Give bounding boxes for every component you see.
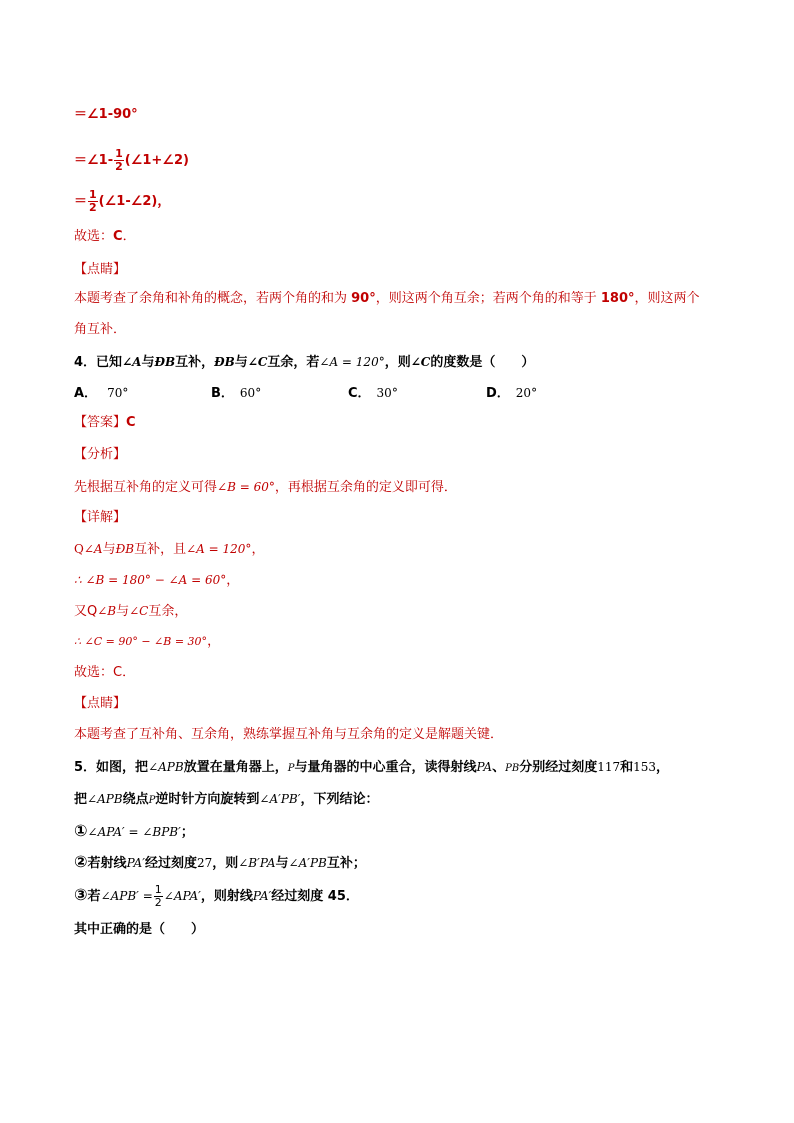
- question-text: 若射线: [87, 856, 127, 871]
- question-text: ，则射线: [200, 889, 253, 904]
- q5-conclusion-2: [74, 853, 366, 873]
- q4-select: 故选：C．: [74, 665, 136, 680]
- question-text: 绕点: [122, 792, 149, 807]
- comment-text: ，则这两个: [634, 291, 700, 306]
- question-text: 与: [141, 355, 155, 370]
- q3-comment-line-2: 角互补．: [74, 322, 127, 337]
- option-a[interactable]: [74, 384, 128, 403]
- math-expr: ∠B: [97, 604, 117, 618]
- math-number: 117: [597, 760, 621, 774]
- math-expr: PB: [505, 763, 520, 774]
- question-text: 逆时针方向旋转到: [155, 792, 260, 807]
- option-d[interactable]: [486, 384, 537, 403]
- math-expr: ∠A′PB′: [259, 792, 301, 806]
- option-b[interactable]: [211, 384, 261, 403]
- math-expr: PA′: [126, 856, 145, 870]
- q5-conclusion-3: [74, 884, 359, 909]
- question-number: 4．: [74, 355, 97, 370]
- fraction: [154, 884, 163, 909]
- q5-conclusion-1: [74, 822, 194, 842]
- option-label: A．: [74, 386, 98, 401]
- math-expr: ∠B = 60°: [217, 480, 275, 494]
- fraction-denominator: 2: [89, 201, 97, 214]
- math-expr: ÐB: [154, 355, 176, 369]
- math-expr: P: [148, 795, 156, 806]
- fraction: [88, 189, 98, 214]
- comment-value-180: 180°: [600, 291, 635, 306]
- question-text: 互余，若: [267, 355, 320, 370]
- conclusion-number: ①: [74, 821, 88, 840]
- math-expr: ∠APB′ =: [100, 889, 153, 903]
- math-expr: ∠A′PB: [288, 856, 327, 870]
- answer-end: ．: [122, 229, 136, 244]
- math-expr: ∠APB: [148, 760, 184, 774]
- math-expr: PA′: [252, 889, 272, 903]
- math-expr: ∴ ∠C = 90° − ∠B = 30°: [74, 635, 208, 648]
- fraction: [114, 148, 124, 173]
- step-1-text: ＝∠1-90°: [74, 107, 138, 122]
- question-text: 与: [275, 856, 289, 871]
- math-expr: ∴ ∠B = 180° − ∠A = 60°: [74, 573, 227, 587]
- option-label: B．: [211, 386, 234, 401]
- answer-heading: 【答案】: [74, 415, 127, 430]
- question-text: ，下列结论：: [300, 792, 379, 807]
- q4-answer: [74, 414, 136, 432]
- detail-text: 又Q: [74, 604, 98, 619]
- fraction-numerator: 1: [115, 147, 123, 160]
- answer-value: C: [126, 415, 136, 430]
- answer-label: 故选：: [74, 229, 114, 244]
- q4-question: [74, 353, 534, 372]
- math-expr: PA: [476, 760, 493, 774]
- q5-question-line-1: [74, 758, 669, 778]
- conclusion-number: ③: [74, 885, 88, 904]
- option-value: 60°: [239, 386, 262, 400]
- comment-value-90: 90°: [351, 291, 376, 306]
- option-label: D．: [486, 386, 510, 401]
- question-text: 如图，把: [96, 760, 149, 775]
- step-3-prefix: ＝: [74, 194, 88, 209]
- question-text: 若: [87, 889, 101, 904]
- math-expr: ÐB: [115, 542, 135, 556]
- step-2-suffix: (∠1+∠2): [124, 153, 189, 168]
- question-text: ，则: [212, 856, 239, 871]
- detail-text: ，: [226, 573, 240, 588]
- question-text: 已知: [96, 355, 123, 370]
- option-value: 30°: [376, 386, 398, 400]
- question-text: ，则: [384, 355, 411, 370]
- fraction-numerator: 1: [154, 883, 162, 896]
- detail-text: ，: [251, 542, 265, 557]
- option-value: 20°: [515, 386, 538, 400]
- math-expr: ∠A: [122, 355, 142, 369]
- question-text: 放置在量角器上，: [183, 760, 288, 775]
- math-expr: ∠C: [129, 604, 149, 618]
- math-expr: ∠A: [83, 542, 103, 556]
- q4-analysis-heading: 【分析】: [74, 447, 127, 462]
- question-text: 和: [620, 760, 634, 775]
- comment-text: ，则这两个角互余；若两个角的和等于: [375, 291, 601, 306]
- answer-value: C: [113, 229, 123, 244]
- fraction-denominator: 2: [115, 160, 123, 173]
- step-2-prefix: ＝∠1-: [74, 153, 114, 168]
- detail-text: 与: [116, 604, 130, 619]
- math-expr: ∠A = 120°: [186, 542, 252, 556]
- step-line-2: [74, 148, 189, 173]
- q3-comment-heading: 【点睛】: [74, 262, 127, 277]
- q4-analysis-text: [74, 478, 457, 497]
- math-number: 153: [633, 760, 657, 774]
- step-line-3: [74, 189, 170, 214]
- fraction-denominator: 2: [154, 896, 162, 909]
- question-text: ，: [656, 760, 670, 775]
- q4-comment-heading: 【点睛】: [74, 696, 127, 711]
- q5-question-line-2: [74, 790, 378, 810]
- option-value: 70°: [107, 386, 129, 400]
- math-expr: ∠APA′ = ∠BPB′: [87, 825, 181, 839]
- math-expr: ∠C: [410, 355, 431, 369]
- analysis-text: ，再根据互余角的定义即可得．: [274, 480, 457, 495]
- option-c[interactable]: [348, 384, 398, 403]
- q4-detail-line-1: [74, 540, 264, 559]
- fraction-numerator: 1: [89, 188, 97, 201]
- question-text: 互补，: [175, 355, 215, 370]
- question-text: 与量角器的中心重合，读得射线: [294, 760, 477, 775]
- question-text: 把: [74, 792, 88, 807]
- q4-detail-line-4: [74, 633, 220, 651]
- q5-question-prompt: 其中正确的是（ ）: [74, 922, 205, 937]
- math-expr: ∠A = 120°: [319, 355, 385, 369]
- step-3-suffix: (∠1-∠2)，: [98, 194, 171, 209]
- math-number: 27: [196, 856, 213, 870]
- math-expr: ∠C: [247, 355, 268, 369]
- q4-detail-line-2: [74, 571, 239, 590]
- question-text: ；: [180, 825, 194, 840]
- conclusion-number: ②: [74, 852, 88, 871]
- comment-text: 本题考查了余角和补角的概念，若两个角的和为: [74, 291, 352, 306]
- question-text: 、: [492, 760, 506, 775]
- math-symbol: Q: [74, 542, 84, 556]
- q3-answer-line: [74, 228, 136, 246]
- math-expr: ∠B′PA: [238, 856, 276, 870]
- detail-text: 互余，: [148, 604, 188, 619]
- math-expr: ÐB: [214, 355, 235, 369]
- q4-detail-heading: 【详解】: [74, 510, 127, 525]
- question-number: 5．: [74, 760, 97, 775]
- question-text: 经过刻度: [144, 856, 197, 871]
- detail-text: 与: [102, 542, 116, 557]
- math-expr: P: [287, 763, 295, 774]
- q4-comment-text: 本题考查了互补角、互余角，熟练掌握互补角与互余角的定义是解题关键．: [74, 727, 504, 742]
- question-text: 与: [234, 355, 248, 370]
- question-text: 经过刻度 45．: [271, 889, 359, 904]
- q3-comment-line-1: [74, 290, 700, 308]
- question-text: 的度数是（ ）: [430, 355, 535, 370]
- question-text: 互补；: [326, 856, 366, 871]
- detail-text: 互补，且: [134, 542, 187, 557]
- q4-detail-line-3: [74, 602, 187, 621]
- analysis-text: 先根据互补角的定义可得: [74, 480, 218, 495]
- detail-text: ，: [207, 634, 221, 649]
- option-label: C．: [348, 386, 371, 401]
- math-expr: ∠APA′: [163, 889, 201, 903]
- question-text: 分别经过刻度: [519, 760, 598, 775]
- step-line-1: [74, 106, 138, 124]
- math-expr: ∠APB: [87, 792, 123, 806]
